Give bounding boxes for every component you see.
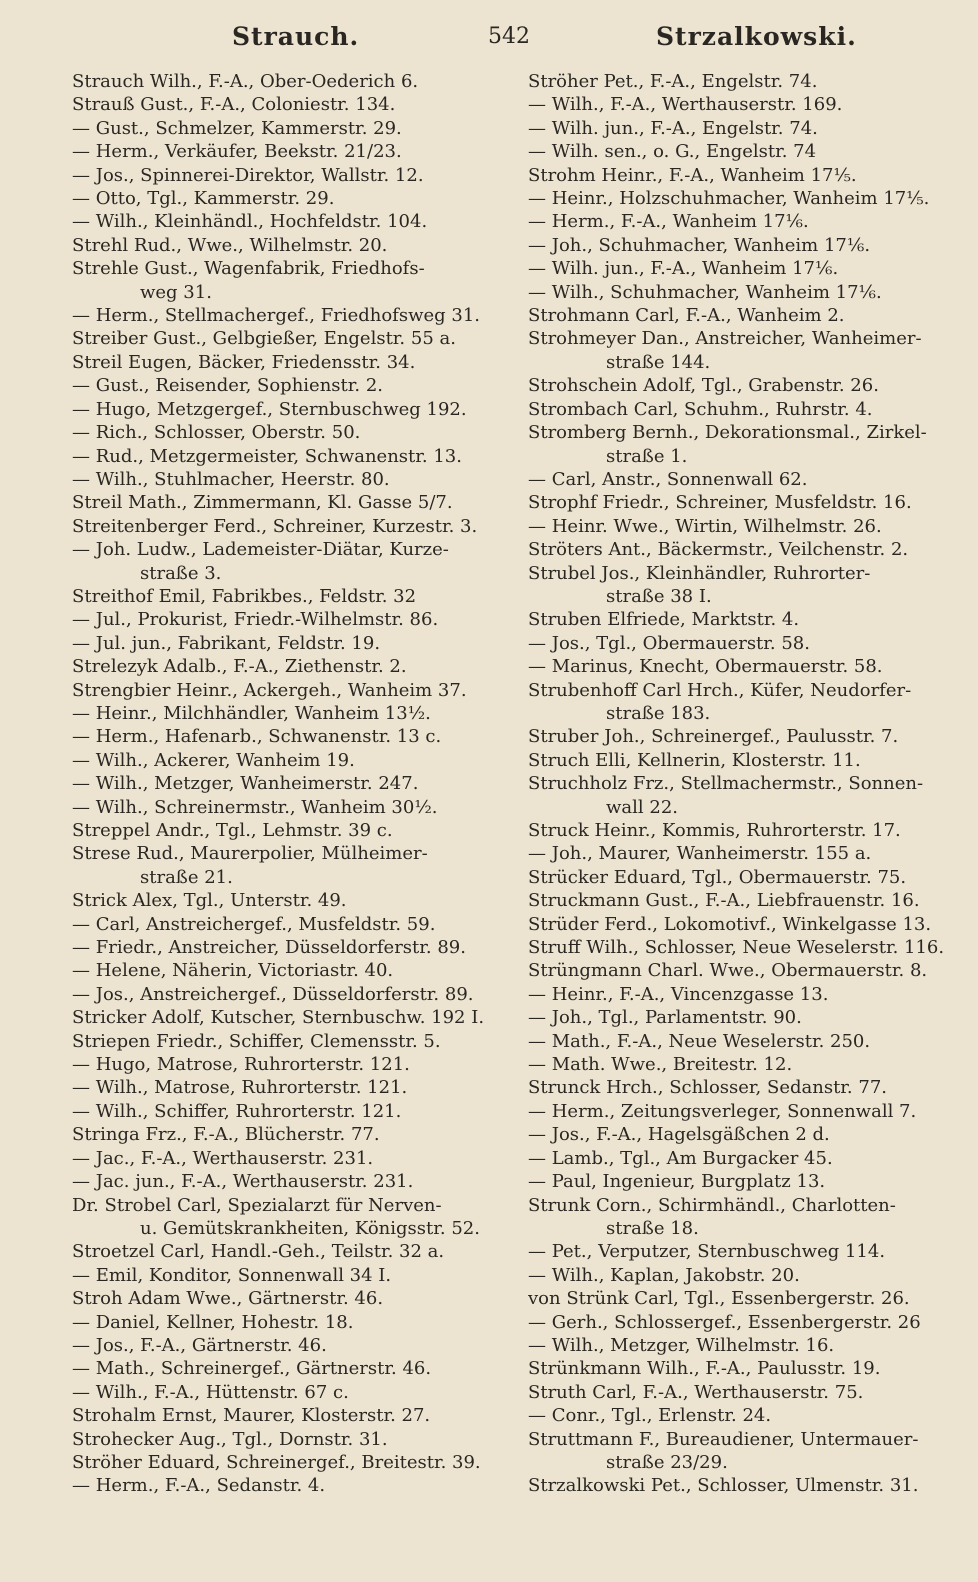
directory-entry: Strubenhoff Carl Hrch., Küfer, Neudorfer-: [528, 679, 912, 701]
directory-entry: Struch Elli, Kellnerin, Klosterstr. 11.: [528, 749, 861, 771]
directory-entry: — Wilh., Schiffer, Ruhrorterstr. 121.: [72, 1100, 402, 1122]
directory-entry: Struckmann Gust., F.-A., Liebfrauenstr. 16.: [528, 890, 920, 912]
directory-entry: — Jul. jun., Fabrikant, Feldstr. 19.: [72, 632, 381, 654]
directory-entry: — Wilh. jun., F.-A., Wanheim 17⅙.: [528, 258, 839, 280]
directory-entry: weg 31.: [140, 281, 212, 303]
directory-entry: Streiber Gust., Gelbgießer, Engelstr. 55 a.: [72, 328, 456, 350]
directory-entry: Stroetzel Carl, Handl.-Geh., Teilstr. 32 a.: [72, 1241, 445, 1263]
directory-entry: Struck Heinr., Kommis, Ruhrorterstr. 17.: [528, 820, 901, 841]
directory-entry: Streitenberger Ferd., Schreiner, Kurzestr. 3.: [72, 515, 478, 537]
directory-entry: — Heinr. Wwe., Wirtin, Wilhelmstr. 26.: [528, 515, 882, 537]
directory-entry: Struff Wilh., Schlosser, Neue Weselerstr. 116.: [528, 937, 945, 959]
directory-entry: straße 1.: [606, 445, 688, 467]
directory-entry: Ströher Pet., F.-A., Engelstr. 74.: [528, 71, 818, 92]
directory-entry: — Emil, Konditor, Sonnenwall 34 I.: [72, 1264, 392, 1286]
directory-entry: — Carl, Anstreichergef., Musfeldstr. 59.: [72, 913, 436, 935]
directory-entry: — Otto, Tgl., Kammerstr. 29.: [72, 188, 335, 210]
directory-entry: straße 21.: [140, 866, 233, 888]
directory-entry: Strünkmann Wilh., F.-A., Paulusstr. 19.: [528, 1358, 881, 1380]
directory-entry: — Jul., Prokurist, Friedr.-Wilhelmstr. 86.: [72, 609, 439, 631]
directory-entry: — Heinr., Milchhändler, Wanheim 13½.: [72, 702, 431, 724]
directory-entry: — Conr., Tgl., Erlenstr. 24.: [528, 1405, 772, 1427]
directory-entry: Strophf Friedr., Schreiner, Musfeldstr. 16.: [528, 492, 912, 514]
directory-entry: — Herm., F.-A., Sedanstr. 4.: [72, 1475, 326, 1497]
directory-entry: — Daniel, Kellner, Hohestr. 18.: [72, 1311, 354, 1333]
directory-entry: — Wilh., Metzger, Wanheimerstr. 247.: [72, 773, 419, 795]
directory-entry: — Heinr., F.-A., Vincenzgasse 13.: [528, 983, 829, 1005]
directory-entry: — Wilh., Stuhlmacher, Heerstr. 80.: [72, 468, 390, 490]
directory-entry: — Gust., Schmelzer, Kammerstr. 29.: [72, 117, 402, 139]
directory-entry: — Jos., F.-A., Hagelsgäßchen 2 d.: [528, 1124, 830, 1146]
directory-entry: — Helene, Näherin, Victoriastr. 40.: [72, 960, 394, 982]
directory-entry: Strelezyk Adalb., F.-A., Ziethenstr. 2.: [72, 656, 407, 678]
directory-entry: straße 3.: [140, 562, 222, 584]
directory-entry: — Wilh., F.-A., Werthauserstr. 169.: [528, 94, 843, 116]
directory-entry: Ströher Eduard, Schreinergef., Breitestr. 39.: [72, 1451, 481, 1473]
directory-entry: — Rich., Schlosser, Oberstr. 50.: [72, 422, 361, 444]
directory-entry: — Math., Schreinergef., Gärtnerstr. 46.: [72, 1358, 432, 1380]
directory-entry: — Herm., Stellmachergef., Friedhofsweg 31.: [72, 305, 481, 327]
page-header: [0, 16, 978, 60]
directory-entry: — Paul, Ingenieur, Burgplatz 13.: [528, 1171, 826, 1193]
directory-entry: Struber Joh., Schreinergef., Paulusstr. 7.: [528, 726, 899, 748]
directory-entry: Strüngmann Charl. Wwe., Obermauerstr. 8.: [528, 960, 928, 982]
directory-entry: — Wilh., F.-A., Hüttenstr. 67 c.: [72, 1381, 349, 1403]
page-number: 542: [488, 24, 530, 49]
directory-entry: Strehl Rud., Wwe., Wilhelmstr. 20.: [72, 234, 388, 256]
directory-entry: — Wilh., Schreinermstr., Wanheim 30½.: [72, 796, 438, 818]
directory-entry: — Wilh. jun., F.-A., Engelstr. 74.: [528, 117, 818, 139]
directory-entry: Strubel Jos., Kleinhändler, Ruhrorter-: [528, 562, 871, 584]
directory-entry: — Wilh. sen., o. G., Engelstr. 74: [528, 141, 817, 163]
directory-entry: — Herm., Zeitungsverleger, Sonnenwall 7.: [528, 1100, 917, 1122]
directory-entry: straße 183.: [606, 702, 711, 724]
directory-entry: — Gerh., Schlossergef., Essenbergerstr. 26: [528, 1311, 921, 1333]
directory-entry: Ströters Ant., Bäckermstr., Veilchenstr. 2.: [528, 539, 909, 561]
directory-entry: Strombach Carl, Schuhm., Ruhrstr. 4.: [528, 398, 873, 420]
directory-entry: — Joh. Ludw., Lademeister-Diätar, Kurze-: [72, 539, 449, 561]
directory-entry: — Jac., F.-A., Werthauserstr. 231.: [72, 1147, 374, 1169]
directory-entry: Strese Rud., Maurerpolier, Mülheimer-: [72, 843, 428, 865]
directory-entry: Struchholz Frz., Stellmachermstr., Sonnen-: [528, 773, 924, 795]
directory-entry: — Joh., Tgl., Parlamentstr. 90.: [528, 1007, 802, 1029]
directory-entry: — Joh., Maurer, Wanheimerstr. 155 a.: [528, 843, 872, 865]
directory-entry: — Rud., Metzgermeister, Schwanenstr. 13.: [72, 445, 462, 467]
directory-entry: — Joh., Schuhmacher, Wanheim 17⅙.: [528, 234, 871, 256]
directory-entry: Strunck Hrch., Schlosser, Sedanstr. 77.: [528, 1077, 887, 1099]
directory-entry: — Wilh., Schuhmacher, Wanheim 17⅙.: [528, 281, 882, 303]
directory-entry: Dr. Strobel Carl, Spezialarzt für Nerven-: [72, 1194, 442, 1216]
directory-entry: Struben Elfriede, Marktstr. 4.: [528, 609, 800, 631]
left-column: [72, 70, 497, 1498]
directory-entry: Strehle Gust., Wagenfabrik, Friedhofs-: [72, 258, 425, 280]
directory-entry: — Wilh., Kleinhändl., Hochfeldstr. 104.: [72, 211, 428, 233]
directory-entry: wall 22.: [606, 796, 678, 818]
directory-entry: von Strünk Carl, Tgl., Essenbergerstr. 26.: [528, 1288, 910, 1310]
directory-entry: — Wilh., Kaplan, Jakobstr. 20.: [528, 1264, 800, 1286]
directory-entry: straße 18.: [606, 1217, 699, 1239]
directory-entry: — Math., F.-A., Neue Weselerstr. 250.: [528, 1030, 871, 1052]
right-column: [528, 70, 953, 1498]
directory-entry: — Hugo, Metzgergef., Sternbuschweg 192.: [72, 398, 467, 420]
directory-entry: — Wilh., Ackerer, Wanheim 19.: [72, 749, 355, 771]
directory-entry: — Gust., Reisender, Sophienstr. 2.: [72, 375, 384, 397]
directory-entry: Strzalkowski Pet., Schlosser, Ulmenstr. 31.: [528, 1475, 919, 1497]
directory-entry: — Wilh., Matrose, Ruhrorterstr. 121.: [72, 1077, 408, 1099]
header-last-name: Strzalkowski.: [656, 22, 857, 51]
directory-entry: Strüder Ferd., Lokomotivf., Winkelgasse 13.: [528, 913, 932, 935]
directory-entry: Strücker Eduard, Tgl., Obermauerstr. 75.: [528, 866, 907, 888]
directory-entry: — Marinus, Knecht, Obermauerstr. 58.: [528, 656, 883, 678]
directory-entry: — Math. Wwe., Breitestr. 12.: [528, 1054, 793, 1076]
directory-entry: Stroh Adam Wwe., Gärtnerstr. 46.: [72, 1288, 384, 1310]
header-first-name: Strauch.: [232, 22, 360, 51]
directory-entry: Strunk Corn., Schirmhändl., Charlotten-: [528, 1194, 896, 1216]
directory-entry: Strauch Wilh., F.-A., Ober-Oederich 6.: [72, 71, 419, 92]
directory-entry: Strohecker Aug., Tgl., Dornstr. 31.: [72, 1428, 388, 1450]
directory-entry: — Herm., Hafenarb., Schwanenstr. 13 c.: [72, 726, 442, 748]
directory-entry: Stricker Adolf, Kutscher, Sternbuschw. 192 I.: [72, 1007, 485, 1029]
directory-entry: Streil Eugen, Bäcker, Friedensstr. 34.: [72, 351, 416, 373]
directory-entry: Strohalm Ernst, Maurer, Klosterstr. 27.: [72, 1405, 431, 1427]
directory-entry: Strauß Gust., F.-A., Coloniestr. 134.: [72, 94, 396, 116]
directory-entry: — Friedr., Anstreicher, Düsseldorferstr. 89.: [72, 937, 466, 959]
directory-entry: straße 23/29.: [606, 1451, 728, 1473]
directory-entry: — Pet., Verputzer, Sternbuschweg 114.: [528, 1241, 886, 1263]
directory-entry: Stringa Frz., F.-A., Blücherstr. 77.: [72, 1124, 380, 1146]
directory-entry: — Jos., Spinnerei-Direktor, Wallstr. 12.: [72, 164, 424, 186]
directory-entry: Streil Math., Zimmermann, Kl. Gasse 5/7.: [72, 492, 453, 514]
directory-entry: — Heinr., Holzschuhmacher, Wanheim 17⅕.: [528, 188, 930, 210]
directory-entry: Struttmann F., Bureaudiener, Untermauer-: [528, 1428, 919, 1450]
directory-entry: — Jos., Tgl., Obermauerstr. 58.: [528, 632, 810, 654]
directory-entry: straße 144.: [606, 351, 711, 373]
directory-entry: Stromberg Bernh., Dekorationsmal., Zirkel-: [528, 422, 927, 444]
directory-entry: u. Gemütskrankheiten, Königsstr. 52.: [140, 1217, 480, 1239]
directory-entry: Streithof Emil, Fabrikbes., Feldstr. 32: [72, 585, 417, 607]
directory-entry: Striepen Friedr., Schiffer, Clemensstr. 5.: [72, 1030, 441, 1052]
directory-entry: Strohschein Adolf, Tgl., Grabenstr. 26.: [528, 375, 879, 397]
directory-entry: Strohmann Carl, F.-A., Wanheim 2.: [528, 305, 845, 327]
directory-entry: — Jos., F.-A., Gärtnerstr. 46.: [72, 1334, 327, 1356]
directory-entry: — Jac. jun., F.-A., Werthauserstr. 231.: [72, 1171, 414, 1193]
directory-entry: — Jos., Anstreichergef., Düsseldorferstr. 89.: [72, 983, 474, 1005]
directory-entry: Struth Carl, F.-A., Werthauserstr. 75.: [528, 1381, 864, 1403]
directory-entry: — Herm., Verkäufer, Beekstr. 21/23.: [72, 141, 402, 163]
directory-entry: — Carl, Anstr., Sonnenwall 62.: [528, 468, 808, 490]
directory-entry: Streppel Andr., Tgl., Lehmstr. 39 c.: [72, 820, 393, 841]
directory-entry: Strick Alex, Tgl., Unterstr. 49.: [72, 890, 347, 912]
directory-entry: — Lamb., Tgl., Am Burgacker 45.: [528, 1147, 833, 1169]
directory-entry: — Herm., F.-A., Wanheim 17⅙.: [528, 211, 809, 233]
directory-entry: Strohmeyer Dan., Anstreicher, Wanheimer-: [528, 328, 922, 350]
directory-entry: — Wilh., Metzger, Wilhelmstr. 16.: [528, 1334, 835, 1356]
directory-entry: — Hugo, Matrose, Ruhrorterstr. 121.: [72, 1054, 410, 1076]
directory-entry: straße 38 I.: [606, 585, 712, 607]
directory-entry: Strengbier Heinr., Ackergeh., Wanheim 37.: [72, 679, 467, 701]
directory-entry: Strohm Heinr., F.-A., Wanheim 17⅕.: [528, 164, 857, 186]
